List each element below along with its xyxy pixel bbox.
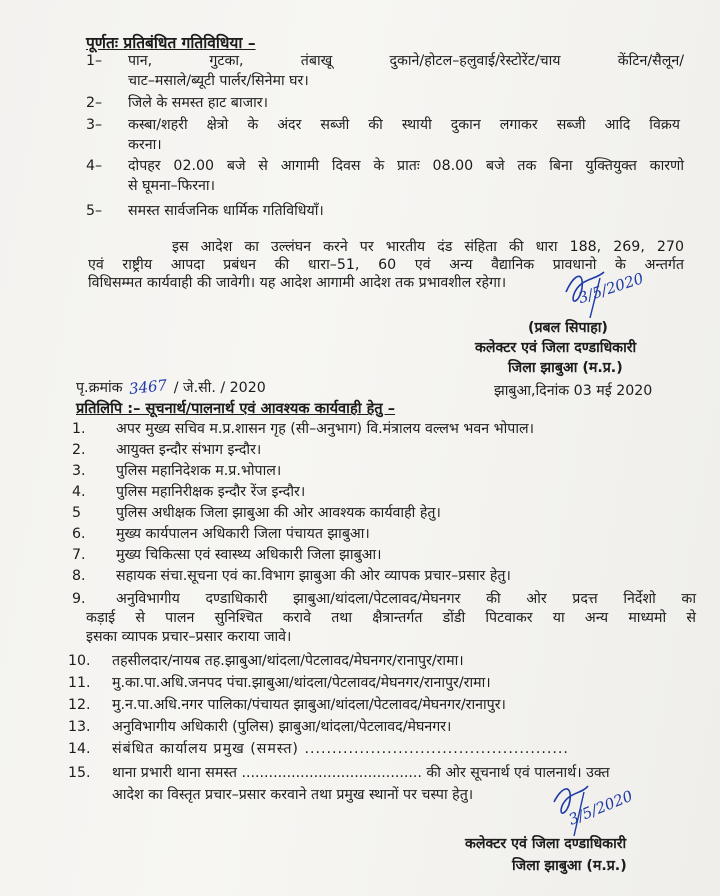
item-text: पुलिस महानिदेशक म.प्र.भोपाल।	[116, 463, 282, 479]
paragraph-line: एवं राष्ट्रीय आपदा प्रबंधन की धारा–51, 60 एवं अन्य वैद्यानिक प्रावधानो के अन्तर्गत	[88, 257, 684, 273]
item-number: 11.	[68, 675, 91, 691]
item-number: 14.	[68, 741, 91, 757]
item-text: मुख्य कार्यपालन अधिकारी जिला पंचायत झाबुआ।	[116, 526, 370, 542]
item-text: चाट–मसाले/ब्यूटी पार्लर/सिनेमा घर।	[128, 73, 309, 89]
item-text: आदेश का विस्तृत प्रचार–प्रसार करवाने तथा प्रमुख स्थानों पर चस्पा हेतु।	[112, 787, 474, 803]
item-text: कड़ाई से पालन सुनिश्चित करावे तथा क्षैत्रान्तर्गत डोंडी पिटवाकर या अन्य माध्यमो से	[86, 610, 696, 626]
reference-suffix: जे.सी. / 2020	[183, 380, 266, 396]
item-number: 6.	[72, 526, 86, 542]
item-text: थाना प्रभारी थाना समस्त ........................................ की ओर सूचनार्थ एवं पालनार्थ। उक्त	[112, 765, 610, 781]
item-number: 8.	[72, 568, 86, 584]
item-number: 2–	[86, 95, 103, 111]
item-number: 5–	[86, 203, 103, 219]
item-text: इसका व्यापक प्रचार–प्रसार कराया जावे।	[86, 629, 292, 645]
item-text: अनुविभागीय दण्डाधिकारी झाबुआ/थांदला/पेटलावद/मेघनगर की ओर प्रदत्त निर्देशो का	[116, 591, 696, 607]
reference-number: पृ.क्रमांक 3467 / जे.सी. / 2020	[76, 376, 266, 398]
item-number: 13.	[68, 719, 91, 735]
handwritten-date: 3/5/2020	[566, 786, 636, 829]
signatory-designation: कलेक्टर एवं जिला दण्डाधिकारी	[475, 340, 637, 356]
signatory-designation: कलेक्टर एवं जिला दण्डाधिकारी	[465, 836, 627, 852]
paragraph-line: इस आदेश का उल्लंघन करने पर भारतीय दंड संहिता की धारा 188, 269, 270	[172, 239, 684, 255]
item-text: पुलिस महानिरीक्षक इन्दौर रेंज इन्दौर।	[116, 484, 306, 500]
item-number: 1.	[72, 421, 86, 437]
paragraph-line: विधिसम्मत कार्यवाही की जावेगी। यह आदेश आगामी आदेश तक प्रभावशील रहेगा।	[88, 275, 507, 291]
signatory-name: (प्रबल सिपाहा)	[528, 320, 608, 336]
item-number: 4.	[72, 484, 86, 500]
item-text: कस्बा/शहरी क्षेत्रो के अंदर सब्जी की स्थायी दुकान लगाकर सब्जी आदि विक्रय	[128, 117, 680, 133]
item-number: 3–	[86, 117, 103, 133]
item-number: 2.	[72, 442, 86, 458]
item-text: मु.का.पा.अधि.जनपद पंचा.झाबुआ/थांदला/पेटलावद/मेघनगर/रानापुर/रामा।	[112, 675, 491, 691]
item-number: 7.	[72, 547, 86, 563]
place-date: झाबुआ,दिनांक 03 मई 2020	[494, 383, 653, 399]
signatory-district: जिला झाबुआ (म.प्र.)	[508, 360, 623, 376]
handwritten-date: 3/5/2020	[576, 269, 646, 308]
item-text: समस्त सार्वजनिक धार्मिक गतिविधियॉं।	[128, 203, 324, 219]
item-number: 1–	[86, 53, 103, 69]
section-heading: पूर्णतः प्रतिबंधित गतिविधिया –	[86, 34, 256, 52]
reference-handwritten-number: 3467	[128, 376, 169, 398]
item-number: 12.	[68, 697, 91, 713]
item-text: पुलिस अधीक्षक जिला झाबुआ की ओर आवश्यक कार्यवाही हेतु।	[116, 505, 441, 521]
item-number: 5	[72, 505, 82, 521]
item-text: पान, गुटका, तंबाखू दुकाने/होटल–हलुवाई/रेस्टोरेंट/चाय केंटिन/सैलून/	[128, 53, 684, 69]
item-text: जिले के समस्त हाट बाजार।	[128, 95, 268, 111]
signatory-district: जिला झाबुआ (म.प्र.)	[512, 858, 627, 874]
copy-heading: प्रतिलिपि :– सूचनार्थ/पालनार्थ एवं आवश्यक कार्यवाही हेतु –	[76, 400, 396, 417]
item-number: 3.	[72, 463, 86, 479]
item-text: दोपहर 02.00 बजे से आगामी दिवस के प्रातः 08.00 बजे तक बिना युक्तियुक्त कारणो	[128, 158, 684, 174]
item-text: अपर मुख्य सचिव म.प्र.शासन गृह (सी–अनुभाग) वि.मंत्रालय वल्लभ भवन भोपाल।	[116, 421, 535, 437]
item-number: 10.	[68, 653, 91, 669]
item-number: 15.	[68, 765, 91, 781]
item-text: अनुविभागीय अधिकारी (पुलिस) झाबुआ/थांदला/पेटलावद/मेघनगर।	[112, 719, 452, 735]
item-text: मु.न.पा.अधि.नगर पालिका/पंचायत झाबुआ/थांदला/पेटलावद/मेघनगर/रानापुर।	[112, 697, 506, 713]
item-number: 4–	[86, 158, 103, 174]
item-text: संबंधित कार्यालय प्रमुख (समस्त) ................................................	[112, 741, 569, 757]
item-text: सहायक संचा.सूचना एवं का.विभाग झाबुआ की ओर व्यापक प्रचार–प्रसार हेतु।	[116, 568, 511, 584]
item-text: आयुक्त इन्दौर संभाग इन्दौर।	[116, 442, 262, 458]
item-text: मुख्य चिकित्सा एवं स्वास्थ्य अधिकारी जिला झाबुआ।	[116, 547, 382, 563]
reference-prefix: पृ.क्रमांक	[76, 380, 123, 396]
item-text: तहसीलदार/नायब तह.झाबुआ/थांदला/पेटलावद/मेघनगर/रानापुर/रामा।	[112, 653, 464, 669]
item-number: 9.	[72, 591, 86, 607]
item-text: करना।	[128, 137, 162, 153]
item-text: से घूमना–फिरना।	[128, 178, 215, 194]
